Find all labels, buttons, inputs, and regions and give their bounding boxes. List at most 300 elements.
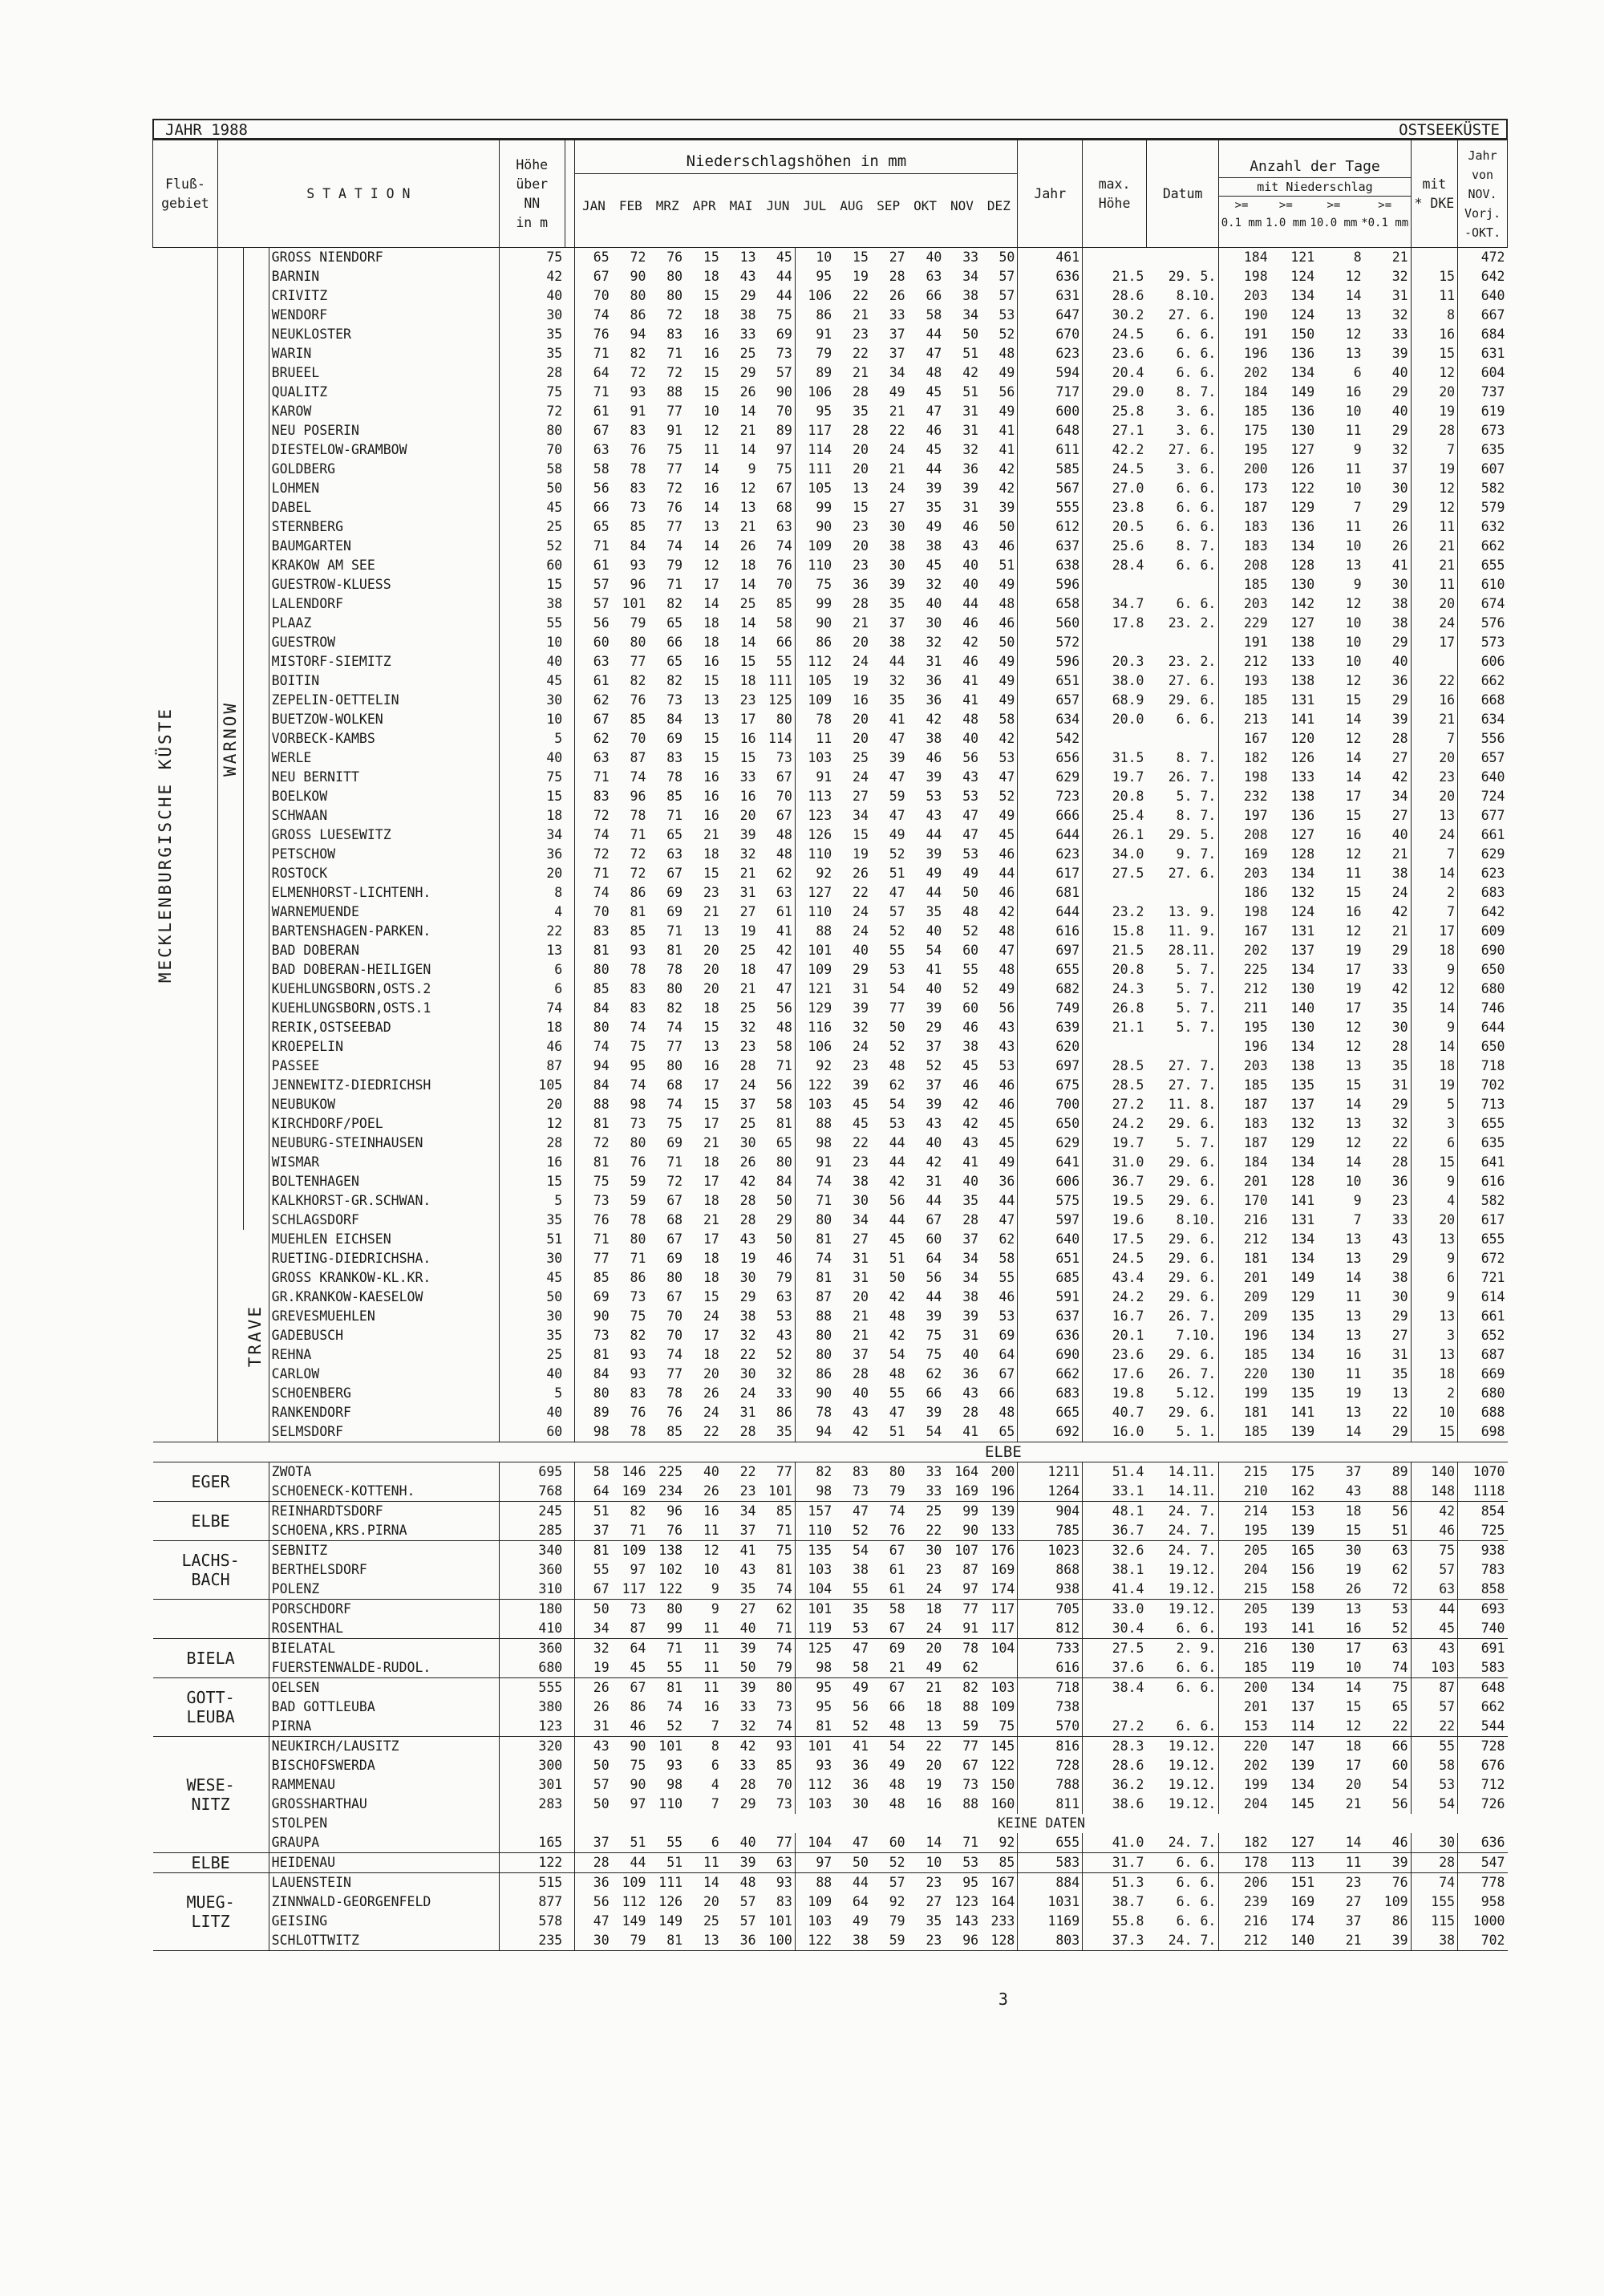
monthly-value: 37	[926, 1039, 942, 1054]
days-ge-1: 131	[1290, 923, 1315, 939]
spacer-cell	[565, 248, 575, 268]
monthly-value: 80	[871, 1462, 908, 1483]
station-height: 180	[499, 1600, 565, 1620]
max-date: 26. 7.	[1146, 1365, 1218, 1384]
table-row	[153, 1541, 1508, 1561]
monthly-value: 23	[853, 519, 869, 534]
days-ge-0-1: 208	[1243, 558, 1268, 573]
spacer-cell	[565, 691, 575, 710]
monthly-value: 81	[593, 1154, 610, 1170]
spacer-cell	[565, 267, 575, 286]
monthly-value: 71	[593, 346, 610, 361]
monthly-value: 96	[630, 789, 646, 804]
max-date: 19.12.	[1146, 1756, 1218, 1775]
monthly-value: 19	[853, 846, 869, 862]
monthly-value: 46	[981, 845, 1018, 864]
max-height: 31.0	[1112, 1154, 1144, 1170]
monthly-value: 36	[981, 1172, 1018, 1191]
hydro-year-total: 676	[1480, 1758, 1505, 1773]
monthly-value: 21	[853, 1328, 869, 1343]
monthly-value: 98	[630, 1097, 646, 1112]
river-label: LACHS- BACH	[153, 1541, 269, 1600]
days-ge-10: 7	[1353, 1212, 1362, 1227]
monthly-value: 82	[630, 673, 646, 688]
monthly-value: 49	[889, 384, 905, 400]
monthly-value: 56	[593, 615, 610, 631]
max-date: 29. 5.	[1146, 267, 1218, 286]
days-ge-star-0-1: 63	[1364, 1639, 1411, 1659]
spacer-cell	[565, 537, 575, 556]
monthly-value: 23	[908, 1873, 945, 1893]
days-ge-1: 141	[1290, 1621, 1315, 1636]
days-ge-10: 27	[1345, 1894, 1362, 1909]
hydro-year-total: 713	[1480, 1097, 1505, 1112]
hydro-year-total: 684	[1480, 327, 1505, 342]
spacer-cell	[565, 383, 575, 402]
table-row	[153, 1365, 1508, 1384]
days-ge-star-0-1: 52	[1364, 1619, 1411, 1639]
monthly-value: 37	[889, 615, 905, 631]
annual-total: 738	[1018, 1698, 1083, 1717]
days-thresholds	[1219, 197, 1410, 232]
monthly-value: 49	[889, 1758, 905, 1773]
station-height: 285	[499, 1521, 565, 1541]
station-height: 877	[499, 1892, 565, 1912]
spacer-cell	[565, 402, 575, 421]
monthly-value: 43	[926, 808, 942, 823]
days-ge-10: 12	[1345, 1135, 1362, 1150]
max-date: 6. 6.	[1146, 1658, 1218, 1678]
monthly-value: 95	[795, 1678, 834, 1698]
table-row	[153, 575, 1508, 594]
max-height: 20.0	[1112, 712, 1144, 727]
monthly-value: 76	[630, 1154, 646, 1170]
spacer-cell	[565, 363, 575, 383]
days-ge-star-0-1: 42	[1364, 768, 1411, 787]
station-height: 50	[499, 479, 565, 498]
spacer-header	[565, 140, 575, 248]
days-ge-0-1: 185	[1243, 404, 1268, 419]
monthly-value: 73	[593, 1328, 610, 1343]
days-ge-1: 174	[1290, 1913, 1315, 1929]
annual-total: 560	[1018, 614, 1083, 633]
max-date: 29. 6.	[1146, 1191, 1218, 1211]
table-row	[153, 1153, 1508, 1172]
monthly-value: 56	[889, 1193, 905, 1208]
monthly-value: 75	[666, 442, 683, 457]
monthly-value: 31	[853, 981, 869, 996]
monthly-value: 71	[816, 1193, 832, 1208]
monthly-value: 66	[926, 1385, 942, 1401]
monthly-value: 74	[593, 1039, 610, 1054]
monthly-value: 18	[739, 673, 756, 688]
spacer-cell	[565, 1268, 575, 1288]
monthly-value: 21	[889, 1660, 905, 1675]
dke-value: 20	[1411, 787, 1457, 806]
max-date: 14.11.	[1146, 1462, 1218, 1483]
monthly-value: 80	[666, 981, 683, 996]
days-ge-10: 13	[1345, 346, 1362, 361]
monthly-value: 19	[853, 673, 869, 688]
monthly-value: 36	[853, 1777, 869, 1792]
station-height: 50	[499, 1288, 565, 1307]
monthly-value: 48	[759, 845, 796, 864]
hydro-year-total: 667	[1480, 307, 1505, 322]
monthly-value: 169	[954, 1483, 979, 1499]
station-name: PIRNA	[269, 1717, 499, 1737]
table-row	[153, 980, 1508, 999]
days-ge-10: 14	[1345, 1424, 1362, 1439]
station-height: 15	[499, 1172, 565, 1191]
monthly-value: 69	[666, 731, 683, 746]
monthly-value: 20	[853, 712, 869, 727]
monthly-value: 13	[703, 519, 719, 534]
max-date: 8. 7.	[1146, 806, 1218, 826]
monthly-value: 45	[853, 1097, 869, 1112]
monthly-value: 47	[593, 1913, 610, 1929]
station-name: SCHOENECK-KOTTENH.	[269, 1482, 499, 1502]
monthly-value: 90	[962, 1523, 979, 1538]
monthly-value: 23	[703, 885, 719, 900]
dke-value: 17	[1411, 633, 1457, 652]
station-name: ZINNWALD-GEORGENFELD	[269, 1892, 499, 1912]
monthly-value: 67	[759, 479, 796, 498]
max-date: 24. 7.	[1146, 1521, 1218, 1541]
monthly-value: 76	[593, 327, 610, 342]
monthly-value: 114	[759, 729, 796, 748]
days-ge-star-0-1: 75	[1364, 1678, 1411, 1698]
max-height: 15.8	[1112, 923, 1144, 939]
annual-total: 697	[1018, 941, 1083, 960]
monthly-value: 174	[981, 1580, 1018, 1600]
monthly-value: 42	[759, 941, 796, 960]
days-ge-0-1: 211	[1243, 1000, 1268, 1016]
days-ge-1: 151	[1270, 1873, 1317, 1893]
station-height: 4	[499, 903, 565, 922]
monthly-value: 73	[759, 1795, 796, 1814]
monthly-value: 59	[889, 1933, 905, 1948]
days-ge-0-1: 202	[1243, 365, 1268, 380]
hydro-year-total: 631	[1480, 346, 1505, 361]
max-date: 6. 6.	[1146, 1619, 1218, 1639]
table-row	[153, 267, 1508, 286]
monthly-value: 47	[889, 885, 905, 900]
monthly-value: 160	[981, 1795, 1018, 1814]
station-name: RUETING-DIEDRICHSHA.	[269, 1249, 499, 1268]
monthly-value: 58	[593, 461, 610, 477]
max-date: 8.10.	[1146, 286, 1218, 306]
monthly-value: 103	[808, 1913, 832, 1929]
max-date: 5. 7.	[1146, 1018, 1218, 1037]
dke-value: 12	[1411, 363, 1457, 383]
annual-total: 788	[1018, 1775, 1083, 1795]
max-date: 23. 2.	[1146, 652, 1218, 671]
monthly-value: 23	[739, 1039, 756, 1054]
monthly-value: 56	[759, 999, 796, 1018]
monthly-value: 62	[889, 1077, 905, 1093]
station-height: 35	[499, 1211, 565, 1230]
max-height	[1083, 883, 1147, 903]
spacer-cell	[565, 1172, 575, 1191]
monthly-value: 62	[593, 731, 610, 746]
monthly-value: 24	[853, 923, 869, 939]
annual-total: 884	[1018, 1873, 1083, 1893]
station-name: QUALITZ	[269, 383, 499, 402]
hydro-year-total: 607	[1480, 461, 1505, 477]
days-ge-1: 131	[1290, 1212, 1315, 1227]
annual-total: 650	[1018, 1114, 1083, 1134]
station-header: S T A T I O N	[217, 140, 499, 248]
days-ge-0-1: 203	[1243, 288, 1268, 303]
station-name: SCHLOTTWITZ	[269, 1931, 499, 1951]
monthly-value: 64	[981, 1345, 1018, 1365]
table-row	[153, 1521, 1508, 1541]
monthly-value: 75	[666, 1116, 683, 1131]
monthly-value: 52	[889, 923, 905, 939]
spacer-cell	[565, 1698, 575, 1717]
spacer-cell	[565, 1873, 575, 1893]
annual-total: 596	[1018, 575, 1083, 594]
monthly-value: 28	[575, 1853, 612, 1873]
monthly-value: 57	[593, 1777, 610, 1792]
max-height: 30.2	[1112, 307, 1144, 322]
monthly-value: 50	[889, 1020, 905, 1035]
days-ge-star-0-1: 56	[1364, 1502, 1411, 1522]
monthly-value: 74	[666, 1347, 683, 1362]
dke-value: 9	[1411, 1172, 1457, 1191]
days-ge-star-0-1: 26	[1364, 517, 1411, 537]
monthly-value: 29	[739, 365, 756, 380]
station-name: MUEHLEN EICHSEN	[269, 1230, 499, 1249]
max-height: 48.1	[1083, 1502, 1147, 1522]
days-ge-1: 145	[1290, 1796, 1315, 1811]
monthly-value: 82	[666, 596, 683, 611]
monthly-value: 42	[962, 1097, 979, 1112]
days-ge-0-1: 185	[1243, 1347, 1268, 1362]
days-ge-1: 141	[1290, 712, 1315, 727]
max-height	[1083, 1037, 1147, 1057]
monthly-value: 30	[853, 1193, 869, 1208]
annual-total: 637	[1018, 537, 1083, 556]
monthly-value: 74	[666, 1699, 683, 1714]
dke-value: 155	[1411, 1892, 1457, 1912]
spacer-cell	[565, 1153, 575, 1172]
monthly-value: 16	[703, 808, 719, 823]
monthly-value: 9	[711, 1581, 719, 1596]
monthly-value: 69	[759, 325, 796, 344]
monthly-value: 97	[759, 440, 796, 460]
max-date: 24. 7.	[1146, 1931, 1218, 1951]
monthly-value: 233	[981, 1912, 1018, 1931]
monthly-value: 71	[759, 1521, 796, 1541]
table-row	[153, 1912, 1508, 1931]
station-height: 72	[499, 402, 565, 421]
hydro-year-total: 583	[1480, 1660, 1505, 1675]
dke-value: 38	[1411, 1931, 1457, 1951]
footer-left	[153, 1951, 500, 2048]
annual-total: 629	[1018, 768, 1083, 787]
monthly-value: 28	[853, 1366, 869, 1381]
days-ge-1: 134	[1290, 288, 1315, 303]
monthly-value: 122	[808, 1077, 832, 1093]
max-date: 7.10.	[1146, 1326, 1218, 1345]
monthly-value: 21	[703, 827, 719, 842]
station-name: SEBNITZ	[269, 1541, 499, 1561]
days-ge-10: 17	[1345, 1000, 1362, 1016]
monthly-value: 28	[739, 1193, 756, 1208]
max-date: 27. 6.	[1146, 864, 1218, 883]
monthly-value: 10	[908, 1853, 945, 1873]
monthly-value: 39	[926, 1308, 942, 1324]
days-ge-0-1: 209	[1243, 1289, 1268, 1304]
monthly-value: 20	[853, 442, 869, 457]
station-name: SELMSDORF	[269, 1422, 499, 1442]
monthly-value: 44	[926, 827, 942, 842]
monthly-value: 97	[795, 1853, 834, 1873]
table-row	[153, 1795, 1508, 1814]
days-ge-10: 11	[1345, 1289, 1362, 1304]
monthly-value: 45	[981, 1114, 1018, 1134]
max-height: 21.5	[1112, 943, 1144, 958]
annual-total: 655	[1018, 960, 1083, 980]
days-ge-star-0-1: 33	[1364, 1211, 1411, 1230]
days-ge-0-1: 200	[1243, 461, 1268, 477]
monthly-value: 42	[739, 1174, 756, 1189]
days-ge-0-1: 187	[1243, 500, 1268, 515]
days-ge-1: 135	[1290, 1308, 1315, 1324]
monthly-value: 63	[759, 517, 796, 537]
monthly-value: 81	[816, 1231, 832, 1247]
monthly-value: 23	[739, 692, 756, 708]
hydro-year-total: 724	[1480, 789, 1505, 804]
max-date: 26. 7.	[1146, 768, 1218, 787]
days-ge-10: 10	[1345, 654, 1362, 669]
days-ge-0-1: 184	[1243, 1154, 1268, 1170]
monthly-value: 97	[962, 1581, 979, 1596]
max-height: 28.6	[1112, 1758, 1144, 1773]
hydro-year-total: 657	[1480, 750, 1505, 765]
monthly-value: 113	[808, 789, 832, 804]
dke-value: 4	[1411, 1191, 1457, 1211]
station-height: 16	[499, 1153, 565, 1172]
monthly-value: 20	[703, 943, 719, 958]
spacer-cell	[565, 1326, 575, 1345]
days-ge-1: 134	[1290, 866, 1315, 881]
monthly-value: 35	[926, 904, 942, 919]
max-date: 6. 6.	[1146, 479, 1218, 498]
days-ge-0-1: 190	[1243, 307, 1268, 322]
table-row	[153, 1482, 1508, 1502]
monthly-value: 86	[759, 1403, 796, 1422]
station-name: NEU POSERIN	[269, 421, 499, 440]
monthly-value: 69	[593, 1289, 610, 1304]
days-ge-10: 12	[1345, 327, 1362, 342]
monthly-value: 103	[808, 1097, 832, 1112]
monthly-value: 67	[759, 806, 796, 826]
days-ge-10: 37	[1345, 1913, 1362, 1929]
monthly-value: 76	[666, 1405, 683, 1420]
spacer-cell	[565, 864, 575, 883]
days-ge-10: 30	[1317, 1541, 1363, 1561]
monthly-value: 41	[962, 692, 979, 708]
max-date: 6. 6.	[1146, 556, 1218, 575]
monthly-value: 84	[593, 1077, 610, 1093]
days-ge-10: 37	[1317, 1462, 1363, 1483]
days-ge-1: 126	[1290, 750, 1315, 765]
monthly-value: 74	[593, 885, 610, 900]
station-name: NEU BERNITT	[269, 768, 499, 787]
monthly-value: 112	[808, 654, 832, 669]
max-date: 27. 7.	[1146, 1076, 1218, 1095]
month-label: OKT	[913, 198, 938, 213]
annual-total: 555	[1018, 498, 1083, 517]
table-row	[153, 1756, 1508, 1775]
max-height: 41.4	[1112, 1581, 1144, 1596]
spacer-cell	[565, 1249, 575, 1268]
monthly-value: 90	[816, 519, 832, 534]
dke-value: 19	[1411, 1076, 1457, 1095]
days-ge-1: 124	[1290, 904, 1315, 919]
days-ge-1: 129	[1290, 1289, 1315, 1304]
max-date: 6. 6.	[1146, 1892, 1218, 1912]
days-ge-0-1: 184	[1243, 249, 1268, 265]
monthly-value: 91	[816, 769, 832, 785]
monthly-value: 54	[926, 943, 942, 958]
dke-value: 5	[1411, 1095, 1457, 1114]
monthly-value: 18	[739, 558, 756, 573]
monthly-value: 76	[889, 1523, 905, 1538]
days-ge-10: 19	[1345, 981, 1362, 996]
monthly-value: 73	[630, 500, 646, 515]
dke-value: 54	[1411, 1795, 1457, 1814]
days-ge-10: 16	[1345, 904, 1362, 919]
monthly-value: 47	[981, 768, 1018, 787]
station-name: NEUBUKOW	[269, 1095, 499, 1114]
days-ge-star-0-1: 22	[1364, 1403, 1411, 1422]
monthly-value: 23	[926, 1562, 942, 1577]
days-ge-10: 15	[1345, 1077, 1362, 1093]
days-ge-10: 12	[1345, 731, 1362, 746]
days-ge-star-0-1: 40	[1364, 652, 1411, 671]
days-ge-10: 6	[1353, 365, 1362, 380]
days-ge-star-0-1: 31	[1364, 286, 1411, 306]
station-name: BOLTENHAGEN	[269, 1172, 499, 1191]
annual-total: 591	[1018, 1288, 1083, 1307]
hydro-year-total: 544	[1480, 1718, 1505, 1734]
monthly-value: 40	[926, 249, 942, 265]
station-height: 768	[499, 1482, 565, 1502]
dke-value: 28	[1411, 1853, 1457, 1873]
monthly-value: 117	[981, 1600, 1018, 1620]
monthly-value: 76	[666, 500, 683, 515]
annual-total: 612	[1018, 517, 1083, 537]
max-date: 29. 6.	[1146, 1153, 1218, 1172]
monthly-value: 44	[759, 286, 796, 306]
max-date: 5. 7.	[1146, 787, 1218, 806]
days-ge-1: 138	[1290, 635, 1315, 650]
monthly-value: 109	[981, 1698, 1018, 1717]
station-height: 165	[499, 1833, 565, 1853]
station-name: GREVESMUEHLEN	[269, 1307, 499, 1326]
days-ge-0-1: 220	[1243, 1366, 1268, 1381]
monthly-value: 86	[816, 1366, 832, 1381]
days-ge-star-0-1: 89	[1364, 1462, 1411, 1483]
monthly-value: 38	[853, 1174, 869, 1189]
days-ge-star-0-1: 34	[1364, 787, 1411, 806]
monthly-value: 37	[926, 1077, 942, 1093]
monthly-value: 83	[630, 423, 646, 438]
dke-value: 22	[1411, 671, 1457, 691]
